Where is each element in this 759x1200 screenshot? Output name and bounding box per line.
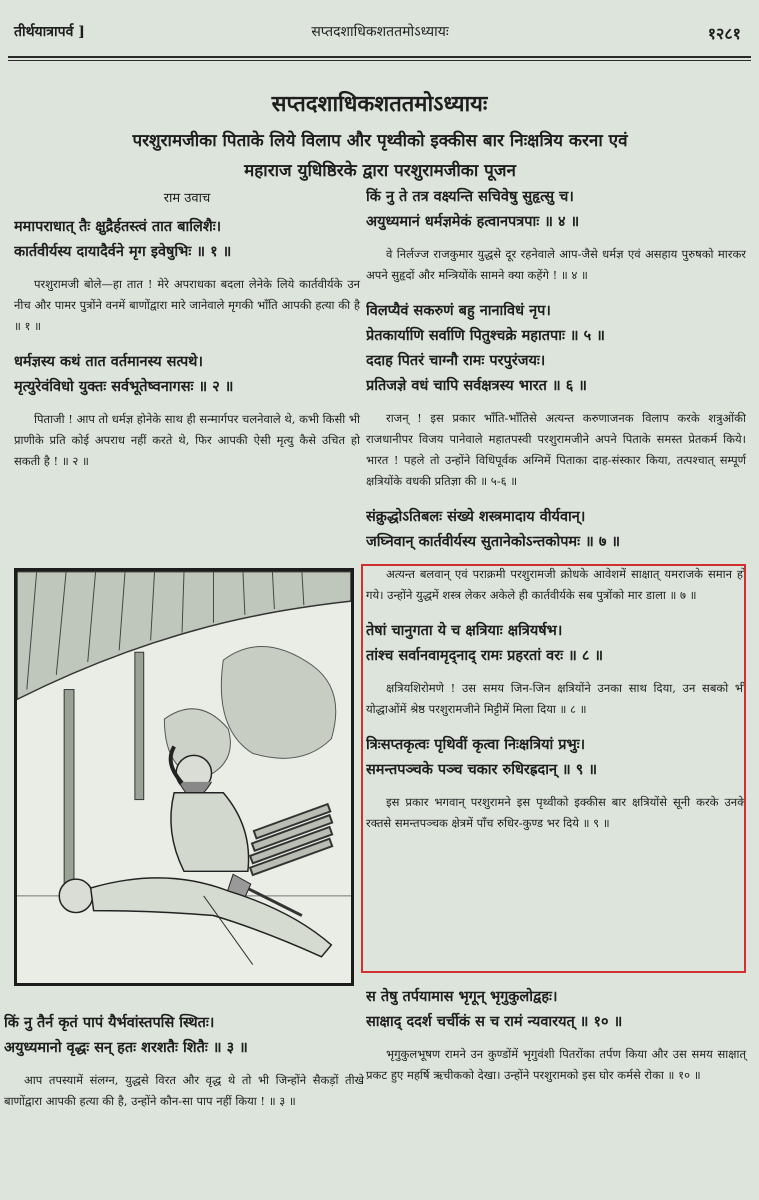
- bottom-left-column: [4, 1010, 364, 1124]
- verse-line: किं नु तैर्न कृतं पापं यैर्भवांस्तपसि स्थितः।: [4, 1014, 215, 1031]
- chapter-subtitle: [60, 126, 700, 186]
- speaker-label: राम उवाच: [163, 191, 211, 206]
- translation-2: पिताजी ! आप तो धर्मज्ञ होनेके साथ ही सन्मार्गपर चलनेवाले थे, कभी किसी भी प्राणीके प्रति कोई अपराध नहीं करते थे, फिर आपकी ऐसी मृत्यु कैसे उचित हो सकती है ! ॥ २ ॥: [14, 412, 360, 468]
- verse-5-6: [366, 298, 746, 398]
- translation-9: इस प्रकार भगवान् परशुरामने इस पृथ्वीको इक्कीस बार क्षत्रियोंसे सूनी करके उनके रक्तसे समन्तपञ्चक क्षेत्रमें पाँच रुधिर-कुण्ड भर दिये ॥ ९ ॥: [366, 795, 746, 830]
- verse-3: [4, 1010, 364, 1060]
- verse-8: [366, 618, 746, 668]
- translation-7: अत्यन्त बलवान् एवं पराक्रमी परशुरामजी क्रोधके आवेशमें साक्षात् यमराजके समान हो गये। उन्होंने युद्धमें शस्त्र लेकर अकेले ही कार्तवीर्यके सब पुत्रोंको मार डाला ॥ ७ ॥: [366, 567, 746, 602]
- verse-line: कार्तवीर्यस्य दायादैर्वने मृग इवेषुभिः ॥ १ ॥: [14, 243, 232, 260]
- verse-line: साक्षाद् ददर्श चर्चीकं स च रामं न्यवारयत् ॥ १० ॥: [366, 1013, 623, 1030]
- verse-line: धर्मज्ञस्य कथं तात वर्तमानस्य सत्पथे।: [14, 353, 203, 370]
- header-rule-thin: [8, 60, 751, 61]
- illustration-parashurama-lament: [14, 568, 354, 986]
- running-header: सप्तदशाधिकशततमोऽध्यायः: [311, 24, 449, 40]
- chapter-title: सप्तदशाधिकशततमोऽध्यायः: [271, 91, 488, 117]
- verse-line: प्रेतकार्याणि सर्वाणि पितुश्चक्रे महातपाः ॥ ५ ॥: [366, 327, 605, 344]
- verse-line: विलप्यैवं सकरुणं बहु नानाविधं नृप।: [366, 302, 551, 319]
- bottom-right-column: [366, 984, 746, 1098]
- page-number: १२८१: [707, 24, 741, 43]
- verse-line: प्रतिजज्ञे वधं चापि सर्वक्षत्रस्य भारत ॥ ६ ॥: [366, 377, 587, 394]
- verse-line: किं नु ते तत्र वक्ष्यन्ति सचिवेषु सुहृत्सु च।: [366, 188, 574, 205]
- translation-10: भृगुकुलभूषण रामने उन कुण्डोंमें भृगुवंशी पितरोंका तर्पण किया और उस समय साक्षात् प्रकट हुए महर्षि ऋचीकको देखा। उन्होंने परशुरामको इस घोर कर्मसे रोका ॥ १० ॥: [366, 1047, 746, 1082]
- verse-line: अयुध्यमानो वृद्धः सन् हतः शरशतैः शितैः ॥ ३ ॥: [4, 1039, 248, 1056]
- translation-5-6: राजन् ! इस प्रकार भाँति-भाँतिसे अत्यन्त करुणाजनक विलाप करके शत्रुओंकी राजधानीपर विजय पानेवाले महातपस्वी परशुरामजीने अपने पिताके समस्त प्रेतकर्म किये। भारत ! पहले तो उन्होंने विधिपूर्वक अग्निमें पिताका दाह-संस्कार किया, तत्पश्चात् सम्पूर्ण क्षत्रियोंके वधकी प्रतिज्ञा की ॥ ५-६ ॥: [366, 411, 746, 488]
- left-column: [14, 188, 360, 484]
- verse-4: [366, 184, 746, 234]
- subtitle-line-2: महाराज युधिष्ठिरके द्वारा परशुरामजीका पूजन: [244, 161, 516, 181]
- translation-3: आप तपस्यामें संलग्न, युद्धसे विरत और वृद्ध थे तो भी जिन्होंने सैकड़ों तीखे बाणोंद्वारा आपकी हत्या की है, उन्होंने कौन-सा पाप नहीं किया ! ॥ ३ ॥: [4, 1073, 364, 1108]
- verse-2: [14, 349, 360, 399]
- lament-illustration-image: [17, 571, 351, 983]
- section-name: तीर्थयात्रापर्व ]: [14, 24, 85, 40]
- verse-line: संक्रुद्धोऽतिबलः संख्ये शस्त्रमादाय वीर्यवान्।: [366, 508, 586, 525]
- verse-7: [366, 504, 746, 554]
- translation-8: क्षत्रियशिरोमणे ! उस समय जिन-जिन क्षत्रियोंने उनका साथ दिया, उन सबको भी योद्धाओंमें श्रेष्ठ परशुरामजीने मिट्टीमें मिला दिया ॥ ८ ॥: [366, 681, 746, 716]
- verse-line: समन्तपञ्चके पञ्च चकार रुधिरह्रदान् ॥ ९ ॥: [366, 761, 598, 778]
- verse-line: स तेषु तर्पयामास भृगून् भृगुकुलोद्वहः।: [366, 988, 558, 1005]
- verse-line: तेषां चानुगता ये च क्षत्रियाः क्षत्रियर्षभ।: [366, 622, 563, 639]
- translation-1: परशुरामजी बोले—हा तात ! मेरे अपराधका बदला लेनेके लिये कार्तवीर्यके उन नीच और पामर पुत्रोंने वनमें बाणोंद्वारा मारे जानेवाले मृगकी भाँति आपकी हत्या की है ॥ १ ॥: [14, 277, 360, 333]
- verse-9: [366, 732, 746, 782]
- verse-line: त्रिःसप्तकृत्वः पृथिवीं कृत्वा निःक्षत्रियां प्रभुः।: [366, 736, 586, 753]
- verse-line: तांश्च सर्वानवामृद्नाद् रामः प्रहरतां वरः ॥ ८ ॥: [366, 647, 604, 664]
- verse-line: जघ्निवान् कार्तवीर्यस्य सुतानेकोऽन्तकोपमः ॥ ७ ॥: [366, 533, 621, 550]
- header-rule: [8, 56, 751, 58]
- right-column: [366, 184, 746, 846]
- verse-1: [14, 214, 360, 264]
- translation-4: वे निर्लज्ज राजकुमार युद्धसे दूर रहनेवाले आप-जैसे धर्मज्ञ एवं असहाय पुरुषको मारकर अपने सुहृदों और मन्त्रियोंके सामने क्या कहेंगे ! ॥ ४ ॥: [366, 247, 746, 282]
- verse-line: ममापराधात् तैः क्षुद्रैर्हतस्त्वं तात बालिशैः।: [14, 218, 222, 235]
- verse-10: [366, 984, 746, 1034]
- verse-line: मृत्युरेवंविधो युक्तः सर्वभूतेष्वनागसः ॥ २ ॥: [14, 378, 234, 395]
- subtitle-line-1: परशुरामजीका पिताके लिये विलाप और पृथ्वीको इक्कीस बार निःक्षत्रिय करना एवं: [132, 131, 628, 151]
- verse-line: अयुध्यमानं धर्मज्ञमेकं हत्वानपत्रपाः ॥ ४ ॥: [366, 213, 580, 230]
- verse-line: ददाह पितरं चाग्नौ रामः परपुरंजयः।: [366, 352, 546, 369]
